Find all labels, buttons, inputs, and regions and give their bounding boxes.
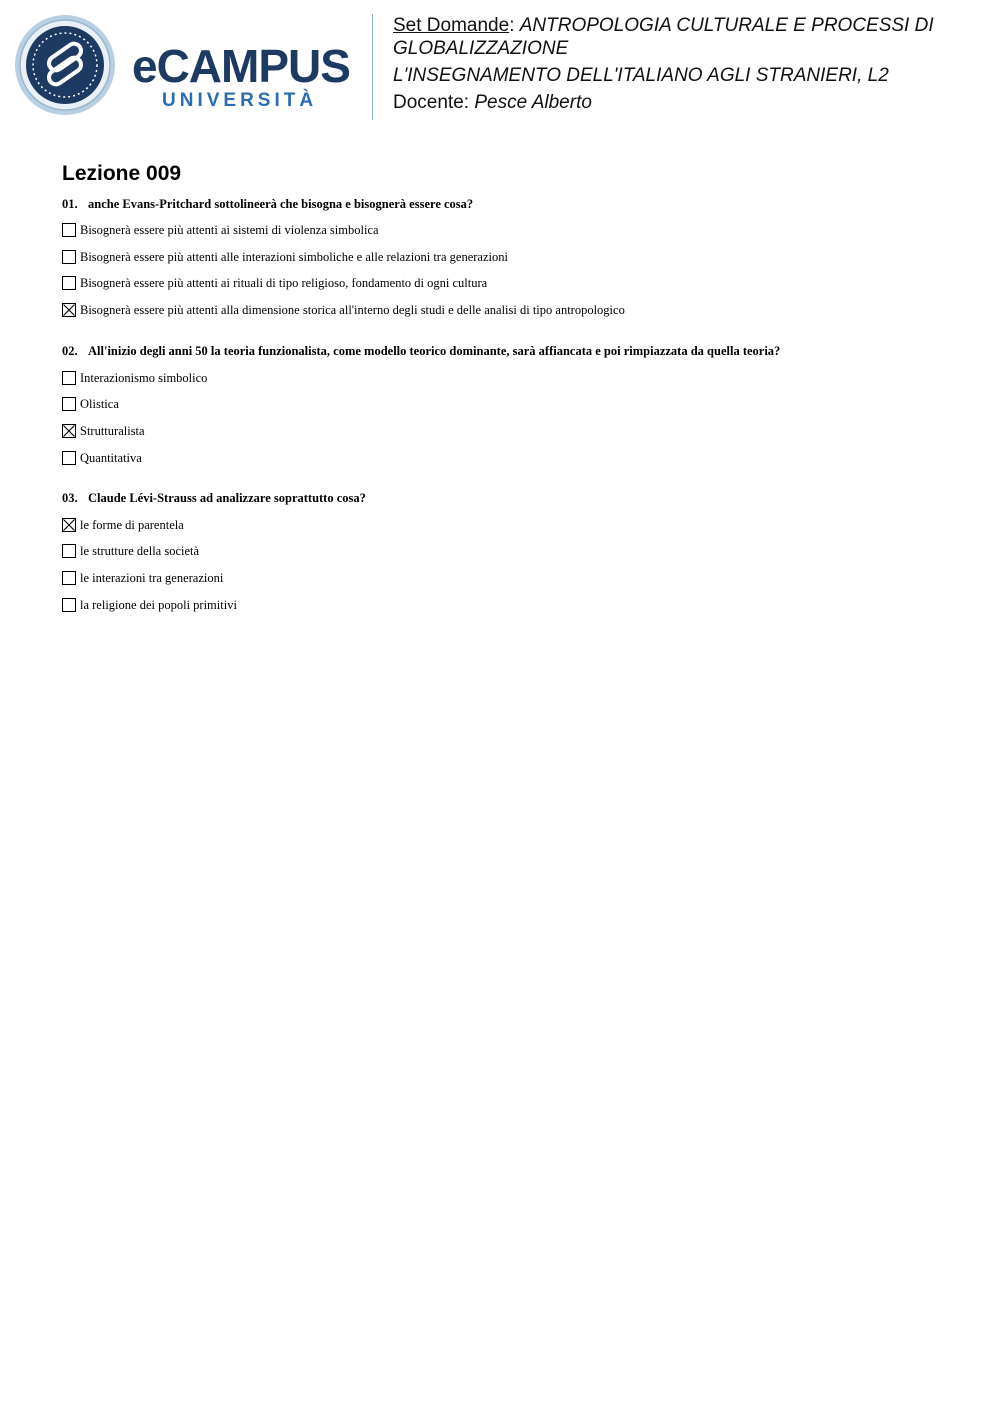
answer-option[interactable] bbox=[62, 423, 145, 439]
answer-option[interactable] bbox=[62, 517, 184, 533]
docente-line bbox=[393, 91, 973, 114]
page-header bbox=[0, 0, 1000, 130]
question-number: 02. bbox=[62, 344, 78, 358]
header-divider bbox=[372, 14, 373, 120]
checkbox[interactable] bbox=[62, 544, 76, 558]
answer-option[interactable] bbox=[62, 396, 119, 412]
option-label: Olistica bbox=[80, 396, 119, 411]
option-label: la religione dei popoli primitivi bbox=[80, 597, 237, 612]
question-label: Claude Lévi-Strauss ad analizzare soprattutto cosa? bbox=[88, 491, 366, 505]
question-label: anche Evans-Pritchard sottolineerà che bisogna e bisognerà essere cosa? bbox=[88, 197, 474, 211]
logo-sub-text: UNIVERSITÀ bbox=[162, 90, 318, 111]
question-1 bbox=[62, 196, 962, 317]
course-subtitle: L'INSEGNAMENTO DELL'ITALIANO AGLI STRANIERI, L2 bbox=[393, 65, 889, 86]
checkbox[interactable] bbox=[62, 518, 76, 532]
lesson-title: Lezione 009 bbox=[62, 162, 182, 185]
check-x-icon bbox=[63, 519, 75, 531]
option-label: le forme di parentela bbox=[80, 517, 184, 532]
logo-brand-text: eCAMPUS bbox=[132, 40, 350, 92]
question-text bbox=[62, 196, 962, 212]
question-2 bbox=[62, 343, 962, 465]
checkbox[interactable] bbox=[62, 424, 76, 438]
option-label: Bisognerà essere più attenti alla dimensione storica all'interno degli studi e delle analisi di tipo antropologico bbox=[80, 302, 625, 317]
answer-option[interactable] bbox=[62, 543, 199, 559]
header-info bbox=[393, 14, 973, 114]
checkbox[interactable] bbox=[62, 276, 76, 290]
answer-option[interactable] bbox=[62, 597, 237, 613]
option-label: Bisognerà essere più attenti ai sistemi di violenza simbolica bbox=[80, 222, 379, 237]
option-label: le strutture della società bbox=[80, 543, 200, 558]
check-x-icon bbox=[63, 304, 75, 316]
checkbox[interactable] bbox=[62, 371, 76, 385]
question-number: 01. bbox=[62, 197, 78, 211]
question-number: 03. bbox=[62, 491, 78, 505]
option-label: Bisognerà essere più attenti alle interazioni simboliche e alle relazioni tra generazioni bbox=[80, 249, 508, 264]
option-label: Strutturalista bbox=[80, 423, 145, 438]
ecampus-logo bbox=[14, 14, 359, 116]
answer-option[interactable] bbox=[62, 450, 142, 466]
checkbox[interactable] bbox=[62, 598, 76, 612]
set-label: Set Domande bbox=[393, 15, 510, 36]
option-label: Interazionismo simbolico bbox=[80, 370, 208, 385]
option-label: le interazioni tra generazioni bbox=[80, 570, 224, 585]
checkbox[interactable] bbox=[62, 451, 76, 465]
answer-option[interactable] bbox=[62, 370, 207, 386]
check-x-icon bbox=[63, 425, 75, 437]
option-label: Bisognerà essere più attenti ai rituali di tipo religioso, fondamento di ogni cultura bbox=[80, 275, 488, 290]
checkbox[interactable] bbox=[62, 250, 76, 264]
checkbox[interactable] bbox=[62, 571, 76, 585]
option-label: Quantitativa bbox=[80, 450, 142, 465]
course-title: ANTROPOLOGIA CULTURALE E PROCESSI DI GLOBALIZZAZIONE bbox=[393, 15, 934, 59]
question-text bbox=[62, 490, 962, 506]
set-colon: : bbox=[509, 15, 520, 36]
course-title-line bbox=[393, 14, 973, 60]
checkbox[interactable] bbox=[62, 303, 76, 317]
answer-option[interactable] bbox=[62, 222, 379, 238]
checkbox[interactable] bbox=[62, 397, 76, 411]
answer-option[interactable] bbox=[62, 275, 487, 291]
answer-option[interactable] bbox=[62, 249, 508, 265]
question-label: All'inizio degli anni 50 la teoria funzionalista, come modello teorico dominante, sarà affiancata e poi rimpiazzata da quella teoria? bbox=[88, 344, 781, 358]
checkbox[interactable] bbox=[62, 223, 76, 237]
question-text bbox=[62, 343, 962, 359]
docente-label: Docente: bbox=[393, 92, 475, 113]
question-3 bbox=[62, 490, 962, 612]
answer-option[interactable] bbox=[62, 302, 625, 318]
answer-option[interactable] bbox=[62, 570, 223, 586]
docente-name: Pesce Alberto bbox=[474, 92, 592, 113]
